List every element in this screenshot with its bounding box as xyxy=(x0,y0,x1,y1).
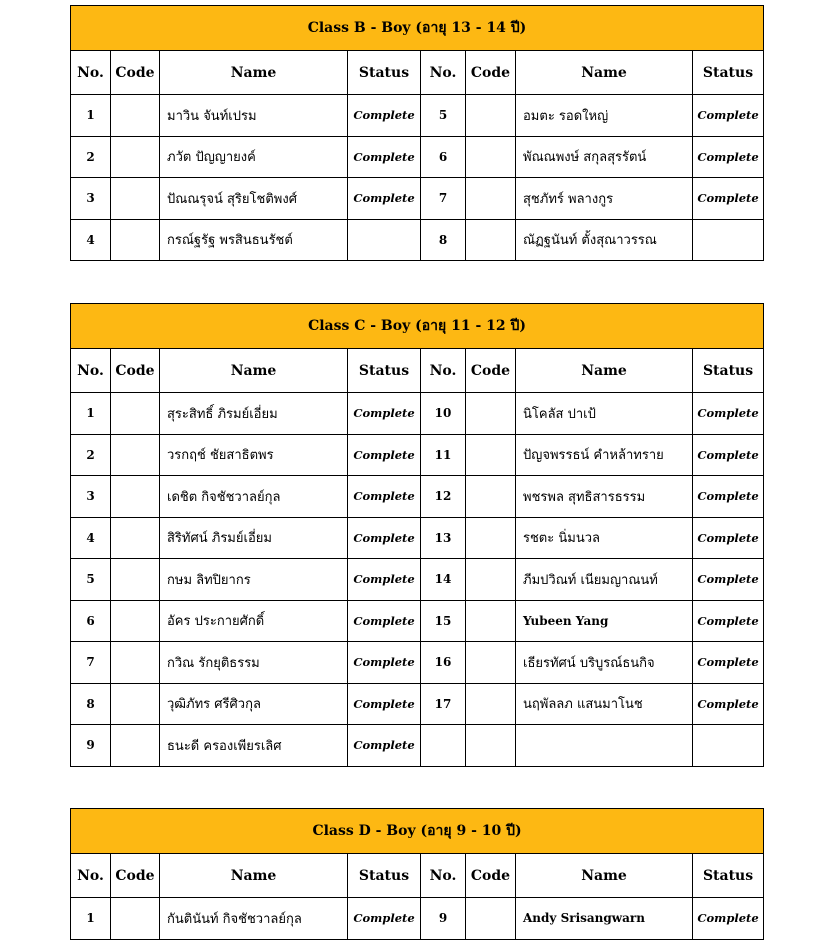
entry-name: อมตะ รอดใหญ่ xyxy=(516,95,693,137)
entry-code xyxy=(466,393,516,435)
table-row xyxy=(71,600,764,642)
entry-code xyxy=(466,642,516,684)
entry-name: นิโคลัส ปาเป้ xyxy=(516,393,693,435)
entry-status: Complete xyxy=(693,600,764,642)
entry-name: อัคร ประกายศักดิ์ xyxy=(160,600,348,642)
entry-code xyxy=(466,600,516,642)
column-header-status: Status xyxy=(693,854,764,898)
column-header-code: Code xyxy=(111,349,160,393)
column-header-code: Code xyxy=(466,51,516,95)
entry-number: 16 xyxy=(421,642,466,684)
entry-name: กันตินันท์ กิจชัชวาลย์กุล xyxy=(160,898,348,940)
entry-status xyxy=(693,219,764,261)
entry-number: 8 xyxy=(421,219,466,261)
entry-status: Complete xyxy=(348,95,421,137)
entry-status: Complete xyxy=(348,898,421,940)
column-header-status: Status xyxy=(348,51,421,95)
entry-code xyxy=(111,600,160,642)
entry-number: 9 xyxy=(71,725,111,767)
entry-number: 1 xyxy=(71,898,111,940)
entry-status: Complete xyxy=(348,393,421,435)
table-row xyxy=(71,136,764,178)
entry-number: 1 xyxy=(71,95,111,137)
table-row xyxy=(71,95,764,137)
entry-name: สิริทัศน์ ภิรมย์เอี่ยม xyxy=(160,517,348,559)
class-title: Class B - Boy (อายุ 13 - 14 ปี) xyxy=(71,6,764,51)
entry-number: 2 xyxy=(71,136,111,178)
class-b-table xyxy=(70,5,764,261)
entry-name: สุชภัทร์ พลางกูร xyxy=(516,178,693,220)
column-header-code: Code xyxy=(111,854,160,898)
entry-number: 4 xyxy=(71,219,111,261)
class-d-table xyxy=(70,808,764,940)
entry-status: Complete xyxy=(348,434,421,476)
entry-code xyxy=(466,219,516,261)
entry-status: Complete xyxy=(348,600,421,642)
entry-code xyxy=(466,136,516,178)
entry-code xyxy=(466,476,516,518)
entry-status: Complete xyxy=(693,178,764,220)
entry-status: Complete xyxy=(348,559,421,601)
entry-name xyxy=(516,725,693,767)
entry-status: Complete xyxy=(693,898,764,940)
entry-status: Complete xyxy=(348,642,421,684)
entry-code xyxy=(466,683,516,725)
entry-code xyxy=(111,559,160,601)
entry-status: Complete xyxy=(348,517,421,559)
entry-code xyxy=(111,178,160,220)
table-row xyxy=(71,219,764,261)
entry-number: 4 xyxy=(71,517,111,559)
column-header-name: Name xyxy=(516,51,693,95)
table-row xyxy=(71,517,764,559)
entry-code xyxy=(111,725,160,767)
entry-code xyxy=(111,95,160,137)
entry-number xyxy=(421,725,466,767)
entry-status: Complete xyxy=(693,517,764,559)
entry-status: Complete xyxy=(348,683,421,725)
column-header-status: Status xyxy=(693,349,764,393)
entry-number: 2 xyxy=(71,434,111,476)
column-header-no: No. xyxy=(71,854,111,898)
column-header-no: No. xyxy=(421,51,466,95)
entry-code xyxy=(111,434,160,476)
class-c-table xyxy=(70,303,764,767)
column-header-code: Code xyxy=(111,51,160,95)
entry-number: 9 xyxy=(421,898,466,940)
entry-code xyxy=(466,517,516,559)
entry-code xyxy=(466,559,516,601)
entry-code xyxy=(466,178,516,220)
entry-status: Complete xyxy=(693,559,764,601)
entry-number: 8 xyxy=(71,683,111,725)
entry-name: กวิณ รักยุติธรรม xyxy=(160,642,348,684)
table-row xyxy=(71,476,764,518)
entry-status: Complete xyxy=(693,95,764,137)
entry-name: พชรพล สุทธิสารธรรม xyxy=(516,476,693,518)
entry-code xyxy=(111,683,160,725)
column-header-no: No. xyxy=(421,349,466,393)
entry-code xyxy=(111,642,160,684)
entry-number: 17 xyxy=(421,683,466,725)
class-title: Class D - Boy (อายุ 9 - 10 ปี) xyxy=(71,809,764,854)
entry-name: Andy Srisangwarn xyxy=(516,898,693,940)
table-row xyxy=(71,559,764,601)
entry-number: 11 xyxy=(421,434,466,476)
entry-name: เธียรทัศน์ บริบูรณ์ธนกิจ xyxy=(516,642,693,684)
column-header-no: No. xyxy=(71,51,111,95)
entry-number: 13 xyxy=(421,517,466,559)
entry-number: 5 xyxy=(421,95,466,137)
entry-name: วรกฤช์ ชัยสาธิตพร xyxy=(160,434,348,476)
entry-status: Complete xyxy=(348,136,421,178)
entry-name: ณัฏฐนันท์ ตั้งสุณาวรรณ xyxy=(516,219,693,261)
column-header-code: Code xyxy=(466,349,516,393)
table-row xyxy=(71,725,764,767)
entry-name: Yubeen Yang xyxy=(516,600,693,642)
column-header-name: Name xyxy=(160,854,348,898)
column-header-name: Name xyxy=(160,51,348,95)
entry-name: รชตะ นิ่มนวล xyxy=(516,517,693,559)
entry-status: Complete xyxy=(693,683,764,725)
column-header-status: Status xyxy=(348,854,421,898)
entry-name: ภีมปวิณท์ เนียมญาณนท์ xyxy=(516,559,693,601)
entry-status: Complete xyxy=(693,642,764,684)
entry-code xyxy=(466,898,516,940)
entry-status: Complete xyxy=(693,393,764,435)
entry-code xyxy=(111,393,160,435)
table-row xyxy=(71,178,764,220)
entry-code xyxy=(111,476,160,518)
entry-status xyxy=(348,219,421,261)
column-header-name: Name xyxy=(160,349,348,393)
table-row xyxy=(71,898,764,940)
entry-name: ธนะดี ครองเพียรเลิศ xyxy=(160,725,348,767)
entry-name: ปัณณรุจน์ สุริยโชติพงศ์ xyxy=(160,178,348,220)
entry-code xyxy=(111,898,160,940)
entry-number: 3 xyxy=(71,178,111,220)
entry-status: Complete xyxy=(348,476,421,518)
entry-code xyxy=(111,517,160,559)
entry-number: 7 xyxy=(421,178,466,220)
entry-name: สุระสิทธิ์ ภิรมย์เอี่ยม xyxy=(160,393,348,435)
entry-name: ภวัต ปัญญายงค์ xyxy=(160,136,348,178)
entry-status: Complete xyxy=(348,178,421,220)
entry-code xyxy=(466,95,516,137)
entry-name: พัณณพงษ์ สกุลสุรรัตน์ xyxy=(516,136,693,178)
entry-number: 6 xyxy=(421,136,466,178)
entry-number: 1 xyxy=(71,393,111,435)
column-header-no: No. xyxy=(421,854,466,898)
entry-name: เดชิต กิจชัชวาลย์กุล xyxy=(160,476,348,518)
entry-name: กรณ์ฐรัฐ พรสินธนรัชต์ xyxy=(160,219,348,261)
entry-status xyxy=(693,725,764,767)
entry-number: 5 xyxy=(71,559,111,601)
entry-name: วุฒิภัทร ศรีศิวกุล xyxy=(160,683,348,725)
entry-name: กษม ลิทปิยากร xyxy=(160,559,348,601)
entry-name: มาวิน จันท์เปรม xyxy=(160,95,348,137)
table-row xyxy=(71,434,764,476)
entry-number: 3 xyxy=(71,476,111,518)
entry-number: 14 xyxy=(421,559,466,601)
table-row xyxy=(71,683,764,725)
entry-code xyxy=(111,219,160,261)
entry-status: Complete xyxy=(348,725,421,767)
class-title: Class C - Boy (อายุ 11 - 12 ปี) xyxy=(71,304,764,349)
column-header-name: Name xyxy=(516,854,693,898)
entry-code xyxy=(111,136,160,178)
entry-status: Complete xyxy=(693,136,764,178)
entry-number: 15 xyxy=(421,600,466,642)
entry-number: 10 xyxy=(421,393,466,435)
entry-number: 12 xyxy=(421,476,466,518)
entry-status: Complete xyxy=(693,434,764,476)
entry-number: 7 xyxy=(71,642,111,684)
column-header-name: Name xyxy=(516,349,693,393)
entry-name: นฤพัลลภ แสนมาโนช xyxy=(516,683,693,725)
entry-name: ปัญจพรรธน์ คำหล้าทราย xyxy=(516,434,693,476)
entry-code xyxy=(466,434,516,476)
table-row xyxy=(71,393,764,435)
column-header-status: Status xyxy=(348,349,421,393)
entry-status: Complete xyxy=(693,476,764,518)
column-header-code: Code xyxy=(466,854,516,898)
table-row xyxy=(71,642,764,684)
entry-code xyxy=(466,725,516,767)
entry-number: 6 xyxy=(71,600,111,642)
column-header-status: Status xyxy=(693,51,764,95)
column-header-no: No. xyxy=(71,349,111,393)
